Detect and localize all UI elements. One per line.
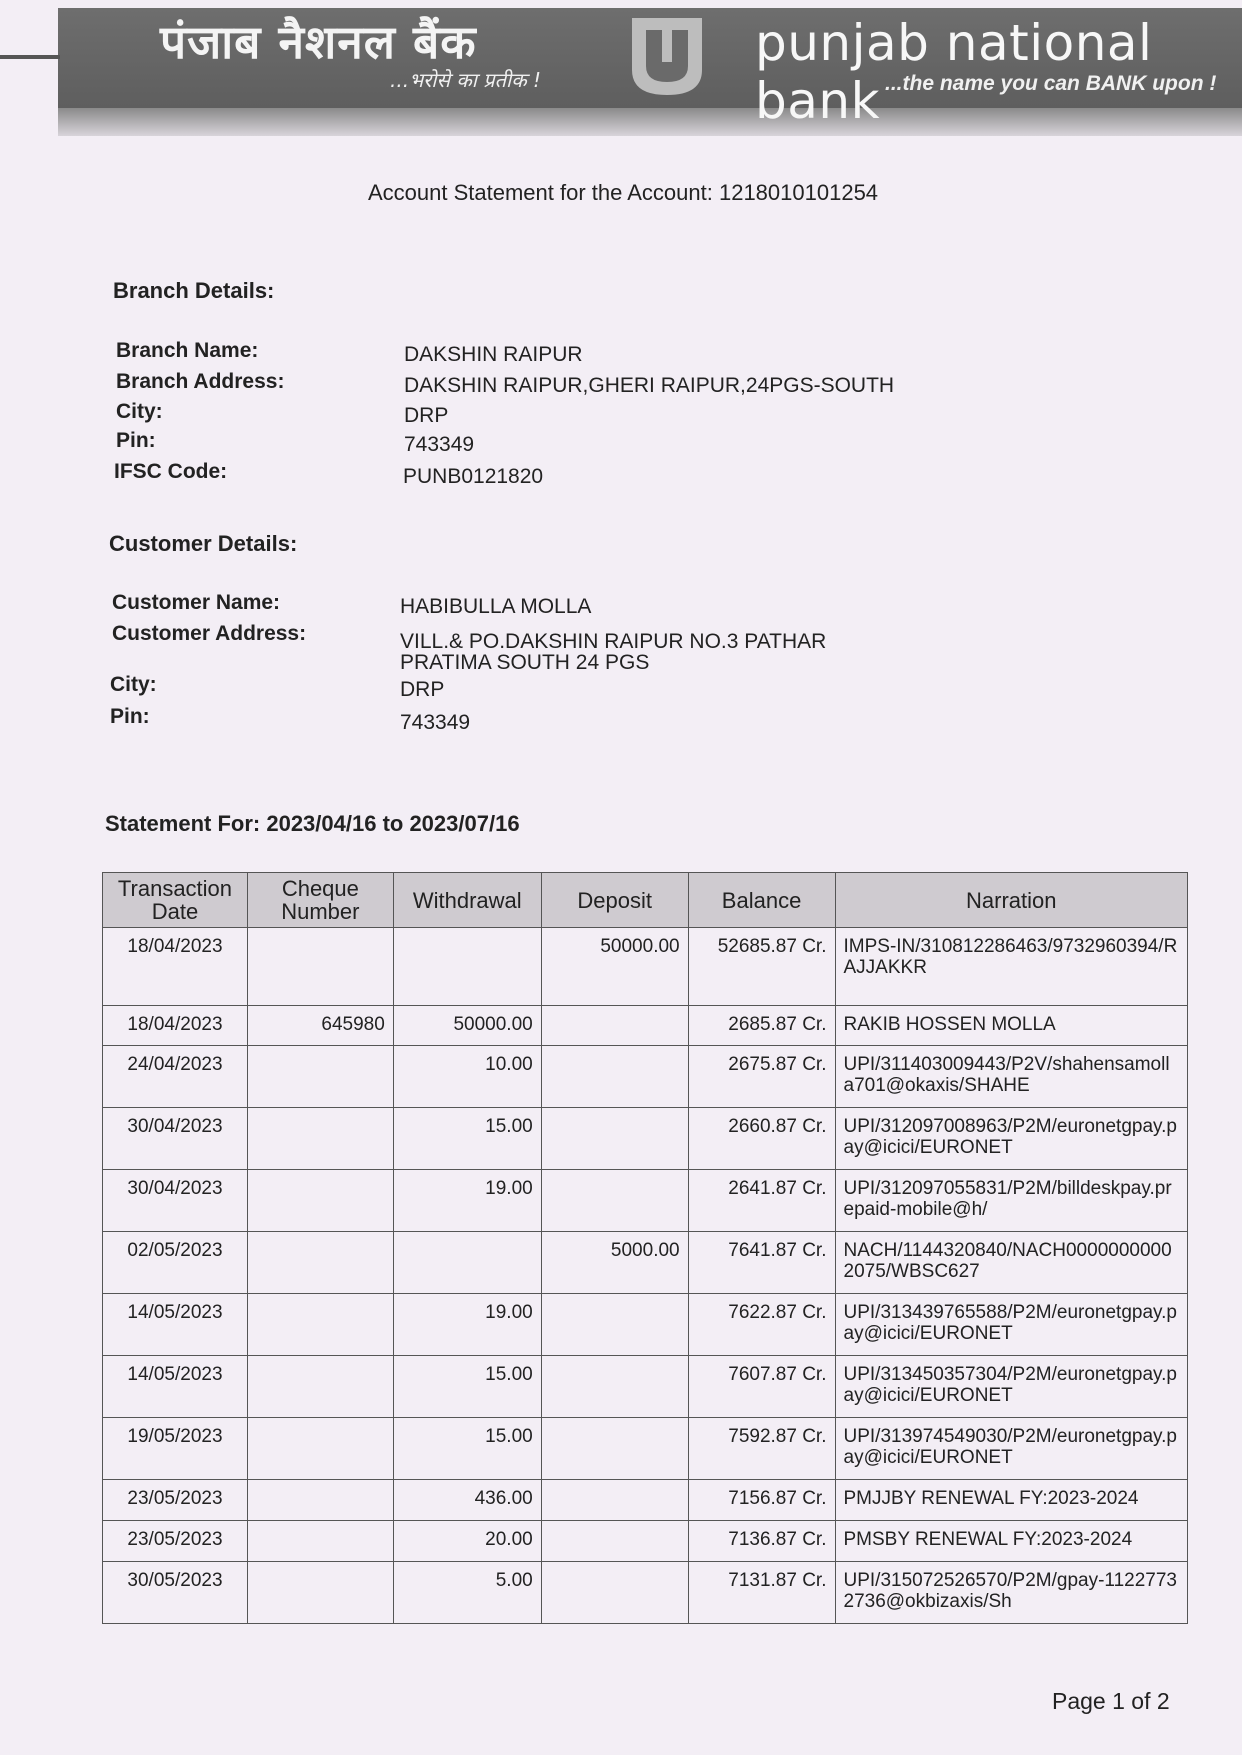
cell-date: 30/05/2023 bbox=[103, 1562, 248, 1624]
cell-deposit bbox=[541, 1356, 688, 1418]
cell-balance: 2660.87 Cr. bbox=[688, 1108, 835, 1170]
cell-withdrawal bbox=[393, 928, 541, 1006]
table-row bbox=[103, 1108, 1188, 1170]
customer-name-label: Customer Name: bbox=[112, 591, 281, 614]
bank-name: punjab national bank bbox=[755, 14, 1153, 130]
table-row bbox=[103, 1046, 1188, 1108]
table-row bbox=[103, 1521, 1188, 1562]
customer-city-label: City: bbox=[110, 673, 157, 696]
cell-withdrawal: 50000.00 bbox=[393, 1006, 541, 1046]
branch-name-value: DAKSHIN RAIPUR bbox=[404, 343, 583, 366]
cell-narration: UPI/313974549030/P2M/euronetgpay.pay@icici/EURONET bbox=[835, 1418, 1188, 1480]
cell-balance: 52685.87 Cr. bbox=[688, 928, 835, 1006]
cell-balance: 7641.87 Cr. bbox=[688, 1232, 835, 1294]
cell-balance: 7592.87 Cr. bbox=[688, 1418, 835, 1480]
cell-narration: RAKIB HOSSEN MOLLA bbox=[835, 1006, 1188, 1046]
table-row bbox=[103, 1356, 1188, 1418]
branch-city-value: DRP bbox=[404, 404, 449, 427]
cell-narration: UPI/313450357304/P2M/euronetgpay.pay@icici/EURONET bbox=[835, 1356, 1188, 1418]
cell-balance: 7131.87 Cr. bbox=[688, 1562, 835, 1624]
cell-date: 23/05/2023 bbox=[103, 1480, 248, 1521]
bank-name-hindi: पंजाब नैशनल बैंक bbox=[160, 15, 477, 69]
branch-city-label: City: bbox=[116, 400, 163, 423]
branch-pin-label: Pin: bbox=[116, 429, 156, 452]
cell-cheque bbox=[247, 1480, 393, 1521]
branch-pin-value: 743349 bbox=[404, 433, 475, 456]
cell-deposit bbox=[541, 1108, 688, 1170]
cell-narration: UPI/312097008963/P2M/euronetgpay.pay@icici/EURONET bbox=[835, 1108, 1188, 1170]
cell-cheque: 645980 bbox=[247, 1006, 393, 1046]
cell-cheque bbox=[247, 1108, 393, 1170]
table-row bbox=[103, 1480, 1188, 1521]
cell-cheque bbox=[247, 928, 393, 1006]
customer-name-value: HABIBULLA MOLLA bbox=[400, 595, 592, 618]
cell-deposit bbox=[541, 1046, 688, 1108]
cell-withdrawal: 15.00 bbox=[393, 1418, 541, 1480]
cell-narration: NACH/1144320840/NACH00000000002075/WBSC627 bbox=[835, 1232, 1188, 1294]
col-transaction-date: Transaction Date bbox=[103, 873, 248, 928]
cell-balance: 7156.87 Cr. bbox=[688, 1480, 835, 1521]
col-balance: Balance bbox=[688, 873, 835, 928]
cell-balance: 2685.87 Cr. bbox=[688, 1006, 835, 1046]
cell-deposit bbox=[541, 1170, 688, 1232]
cell-deposit bbox=[541, 1294, 688, 1356]
cell-withdrawal: 19.00 bbox=[393, 1170, 541, 1232]
branch-address-value: DAKSHIN RAIPUR,GHERI RAIPUR,24PGS-SOUTH bbox=[404, 374, 895, 397]
cell-withdrawal bbox=[393, 1232, 541, 1294]
cell-date: 14/05/2023 bbox=[103, 1294, 248, 1356]
ifsc-label: IFSC Code: bbox=[114, 460, 228, 483]
customer-city-value: DRP bbox=[400, 678, 445, 701]
table-row bbox=[103, 928, 1188, 1006]
cell-withdrawal: 20.00 bbox=[393, 1521, 541, 1562]
statement-title: Account Statement for the Account: 1218010101254 bbox=[368, 180, 879, 205]
table-row bbox=[103, 1294, 1188, 1356]
cell-date: 24/04/2023 bbox=[103, 1046, 248, 1108]
cell-withdrawal: 15.00 bbox=[393, 1108, 541, 1170]
col-narration: Narration bbox=[835, 873, 1188, 928]
ifsc-value: PUNB0121820 bbox=[403, 465, 544, 488]
cell-cheque bbox=[247, 1521, 393, 1562]
cell-narration: UPI/313439765588/P2M/euronetgpay.pay@icici/EURONET bbox=[835, 1294, 1188, 1356]
customer-address-line2: PRATIMA SOUTH 24 PGS bbox=[400, 651, 650, 674]
cell-deposit: 50000.00 bbox=[541, 928, 688, 1006]
cell-balance: 2641.87 Cr. bbox=[688, 1170, 835, 1232]
cell-cheque bbox=[247, 1562, 393, 1624]
pnb-logo-icon bbox=[622, 10, 712, 100]
cell-date: 19/05/2023 bbox=[103, 1418, 248, 1480]
cell-deposit: 5000.00 bbox=[541, 1232, 688, 1294]
cell-withdrawal: 10.00 bbox=[393, 1046, 541, 1108]
bank-tagline: ...the name you can BANK upon ! bbox=[885, 72, 1217, 95]
cell-date: 30/04/2023 bbox=[103, 1108, 248, 1170]
table-row bbox=[103, 1006, 1188, 1046]
statement-period: Statement For: 2023/04/16 to 2023/07/16 bbox=[105, 811, 520, 836]
cell-balance: 7607.87 Cr. bbox=[688, 1356, 835, 1418]
cell-cheque bbox=[247, 1170, 393, 1232]
scan-mark bbox=[0, 55, 60, 59]
tagline-hindi: ...भरोसे का प्रतीक ! bbox=[390, 68, 541, 92]
cell-narration: PMSBY RENEWAL FY:2023-2024 bbox=[835, 1521, 1188, 1562]
cell-withdrawal: 15.00 bbox=[393, 1356, 541, 1418]
table-header-row bbox=[103, 873, 1188, 928]
cell-date: 02/05/2023 bbox=[103, 1232, 248, 1294]
cell-withdrawal: 5.00 bbox=[393, 1562, 541, 1624]
page-number: Page 1 of 2 bbox=[1052, 1688, 1170, 1714]
table-row bbox=[103, 1232, 1188, 1294]
branch-name-label: Branch Name: bbox=[116, 339, 259, 362]
customer-address-line1: VILL.& PO.DAKSHIN RAIPUR NO.3 PATHAR bbox=[400, 630, 827, 653]
cell-cheque bbox=[247, 1418, 393, 1480]
cell-deposit bbox=[541, 1006, 688, 1046]
cell-balance: 7136.87 Cr. bbox=[688, 1521, 835, 1562]
cell-deposit bbox=[541, 1480, 688, 1521]
cell-date: 18/04/2023 bbox=[103, 928, 248, 1006]
cell-date: 14/05/2023 bbox=[103, 1356, 248, 1418]
cell-deposit bbox=[541, 1562, 688, 1624]
cell-narration: UPI/315072526570/P2M/gpay-11227732736@okbizaxis/Sh bbox=[835, 1562, 1188, 1624]
cell-date: 30/04/2023 bbox=[103, 1170, 248, 1232]
cell-narration: UPI/311403009443/P2V/shahensamolla701@okaxis/SHAHE bbox=[835, 1046, 1188, 1108]
col-cheque-number: Cheque Number bbox=[247, 873, 393, 928]
table-row bbox=[103, 1562, 1188, 1624]
branch-details-heading: Branch Details: bbox=[113, 278, 275, 303]
table-row bbox=[103, 1170, 1188, 1232]
cell-narration: IMPS-IN/310812286463/9732960394/RAJJAKKR bbox=[835, 928, 1188, 1006]
cell-narration: UPI/312097055831/P2M/billdeskpay.prepaid-mobile@h/ bbox=[835, 1170, 1188, 1232]
cell-withdrawal: 436.00 bbox=[393, 1480, 541, 1521]
customer-pin-value: 743349 bbox=[400, 711, 471, 734]
transactions-table bbox=[102, 872, 1188, 1624]
cell-deposit bbox=[541, 1418, 688, 1480]
cell-deposit bbox=[541, 1521, 688, 1562]
customer-pin-label: Pin: bbox=[110, 705, 150, 728]
cell-cheque bbox=[247, 1356, 393, 1418]
cell-cheque bbox=[247, 1232, 393, 1294]
customer-details-heading: Customer Details: bbox=[109, 531, 298, 556]
cell-cheque bbox=[247, 1046, 393, 1108]
col-deposit: Deposit bbox=[541, 873, 688, 928]
customer-address-label: Customer Address: bbox=[112, 622, 307, 645]
branch-address-label: Branch Address: bbox=[116, 370, 285, 393]
cell-narration: PMJJBY RENEWAL FY:2023-2024 bbox=[835, 1480, 1188, 1521]
cell-withdrawal: 19.00 bbox=[393, 1294, 541, 1356]
cell-balance: 2675.87 Cr. bbox=[688, 1046, 835, 1108]
table-row bbox=[103, 1418, 1188, 1480]
cell-balance: 7622.87 Cr. bbox=[688, 1294, 835, 1356]
cell-date: 18/04/2023 bbox=[103, 1006, 248, 1046]
cell-cheque bbox=[247, 1294, 393, 1356]
cell-date: 23/05/2023 bbox=[103, 1521, 248, 1562]
col-withdrawal: Withdrawal bbox=[393, 873, 541, 928]
